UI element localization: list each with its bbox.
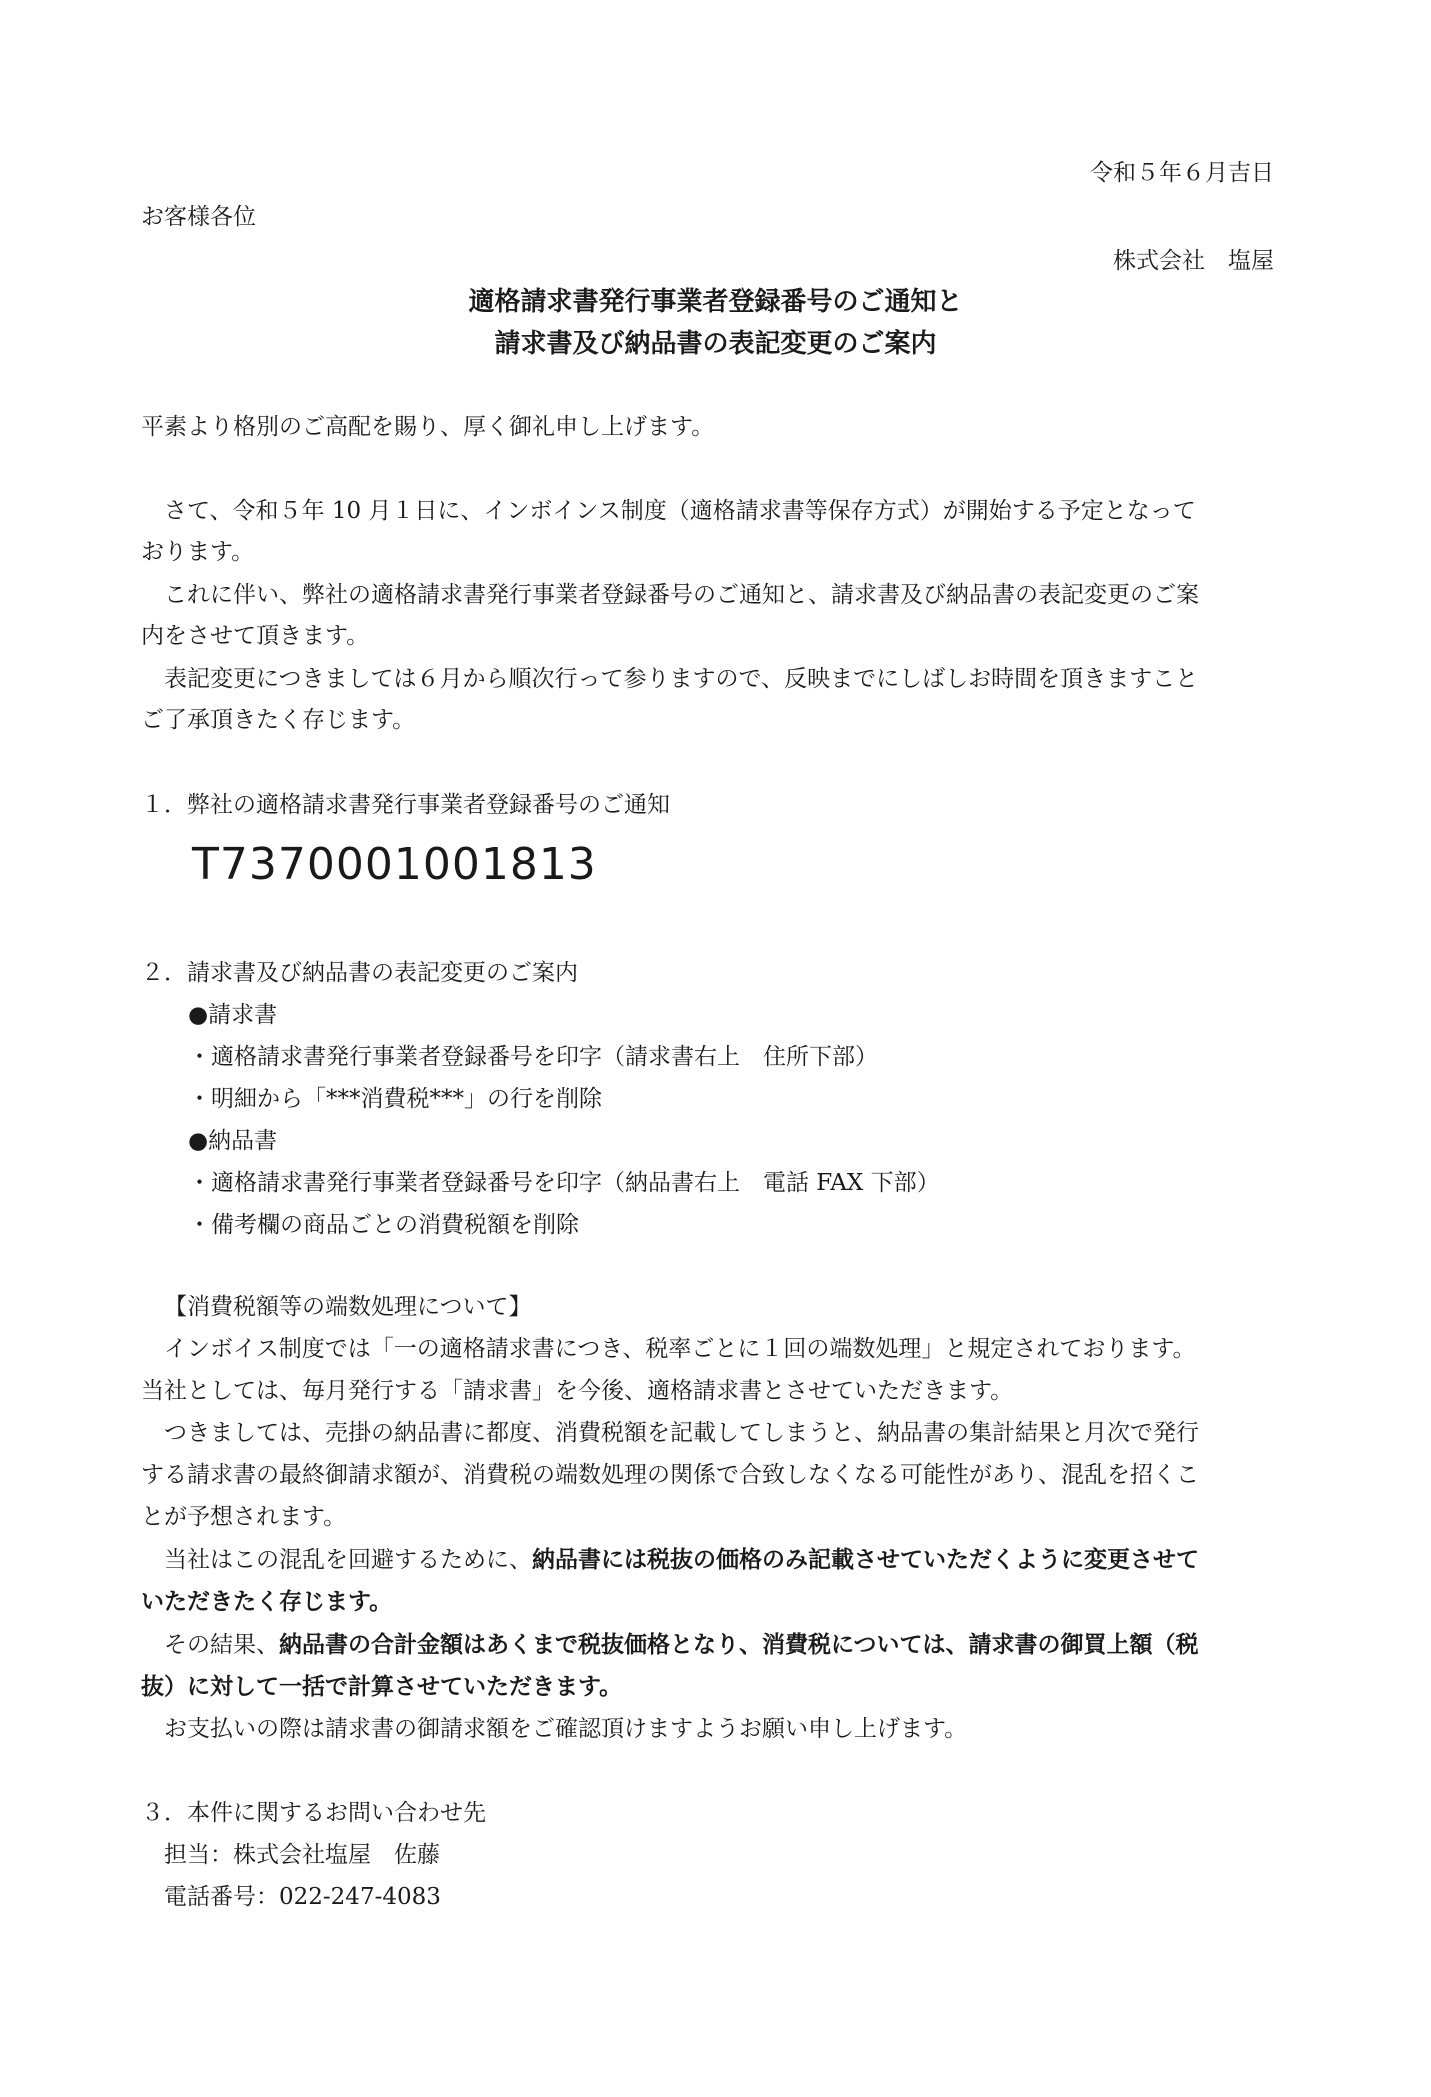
section3-heading: ３．本件に関するお問い合わせ先 xyxy=(141,1800,486,1826)
rounding-line: お支払いの際は請求書の御請求額をご確認頂けますようお願い申し上げます。 xyxy=(141,1716,968,1742)
rounding-bold-text: 納品書の合計金額はあくまで税抜価格となり、消費税については、請求書の御買上額（税 xyxy=(279,1632,1199,1658)
intro-paragraph2-line1: これに伴い、弊社の適格請求書発行事業者登録番号のご通知と、請求書及び納品書の表記変更のご案 xyxy=(141,582,1199,608)
rounding-bold-text: 納品書には税抜の価格のみ記載させていただくように変更させて xyxy=(532,1547,1199,1573)
intro-paragraph1-line2: おります。 xyxy=(141,539,255,565)
rounding-emphasis-line xyxy=(141,1630,1199,1660)
intro-paragraph3-line2: ご了承頂きたく存じます。 xyxy=(141,707,416,733)
rounding-line: 当社としては、毎月発行する「請求書」を今後、適格請求書とさせていただきます。 xyxy=(141,1378,1014,1404)
section2-heading: ２．請求書及び納品書の表記変更のご案内 xyxy=(141,960,578,986)
rounding-heading: 【消費税額等の端数処理について】 xyxy=(164,1294,532,1320)
document-title-line1: 適格請求書発行事業者登録番号のご通知と xyxy=(468,287,963,317)
delivery-note-label: ●納品書 xyxy=(188,1128,278,1154)
delivery-note-change-item: ・備考欄の商品ごとの消費税額を削除 xyxy=(188,1212,579,1238)
invoice-label: ●請求書 xyxy=(188,1002,278,1028)
document-title-line2: 請求書及び納品書の表記変更のご案内 xyxy=(494,329,937,359)
intro-paragraph2-line2: 内をさせて頂きます。 xyxy=(141,623,370,649)
rounding-emphasis-line xyxy=(141,1545,1199,1575)
rounding-text: その結果、 xyxy=(141,1632,279,1658)
invoice-change-item: ・適格請求書発行事業者登録番号を印字（請求書右上 住所下部） xyxy=(188,1044,878,1070)
rounding-bold-text: 抜）に対して一括で計算させていただきます。 xyxy=(141,1674,623,1700)
greeting: 平素より格別のご高配を賜り、厚く御礼申し上げます。 xyxy=(141,414,715,440)
intro-paragraph1-line1: さて、令和５年 10 月１日に、インボインス制度（適格請求書等保存方式）が開始する予定となって xyxy=(141,498,1196,524)
letter-date: 令和５年６月吉日 xyxy=(1090,160,1274,186)
rounding-line: つきましては、売掛の納品書に都度、消費税額を記載してしまうと、納品書の集計結果と月次で発行 xyxy=(141,1420,1199,1446)
rounding-line: インボイス制度では「一の適格請求書につき、税率ごとに１回の端数処理」と規定されております。 xyxy=(141,1336,1196,1362)
rounding-line: する請求書の最終御請求額が、消費税の端数処理の関係で合致しなくなる可能性があり、混乱を招くこ xyxy=(141,1462,1199,1488)
recipient: お客様各位 xyxy=(141,204,256,230)
rounding-line: とが予想されます。 xyxy=(141,1504,347,1530)
rounding-text: 当社はこの混乱を回避するために、 xyxy=(141,1547,532,1573)
registration-number: T7370001001813 xyxy=(192,839,597,890)
delivery-note-change-item: ・適格請求書発行事業者登録番号を印字（納品書右上 電話 FAX 下部） xyxy=(188,1170,940,1196)
sender-company: 株式会社 塩屋 xyxy=(1113,248,1274,274)
contact-person: 担当：株式会社塩屋 佐藤 xyxy=(141,1842,440,1868)
section1-heading: １．弊社の適格請求書発行事業者登録番号のご通知 xyxy=(141,792,670,818)
rounding-bold-text: いただきたく存じます。 xyxy=(141,1589,393,1615)
contact-phone: 電話番号：022-247-4083 xyxy=(141,1884,441,1910)
invoice-change-item: ・明細から「***消費税***」の行を削除 xyxy=(188,1086,602,1112)
intro-paragraph3-line1: 表記変更につきましては６月から順次行って参りますので、反映までにしばしお時間を頂きますこと xyxy=(141,666,1199,692)
